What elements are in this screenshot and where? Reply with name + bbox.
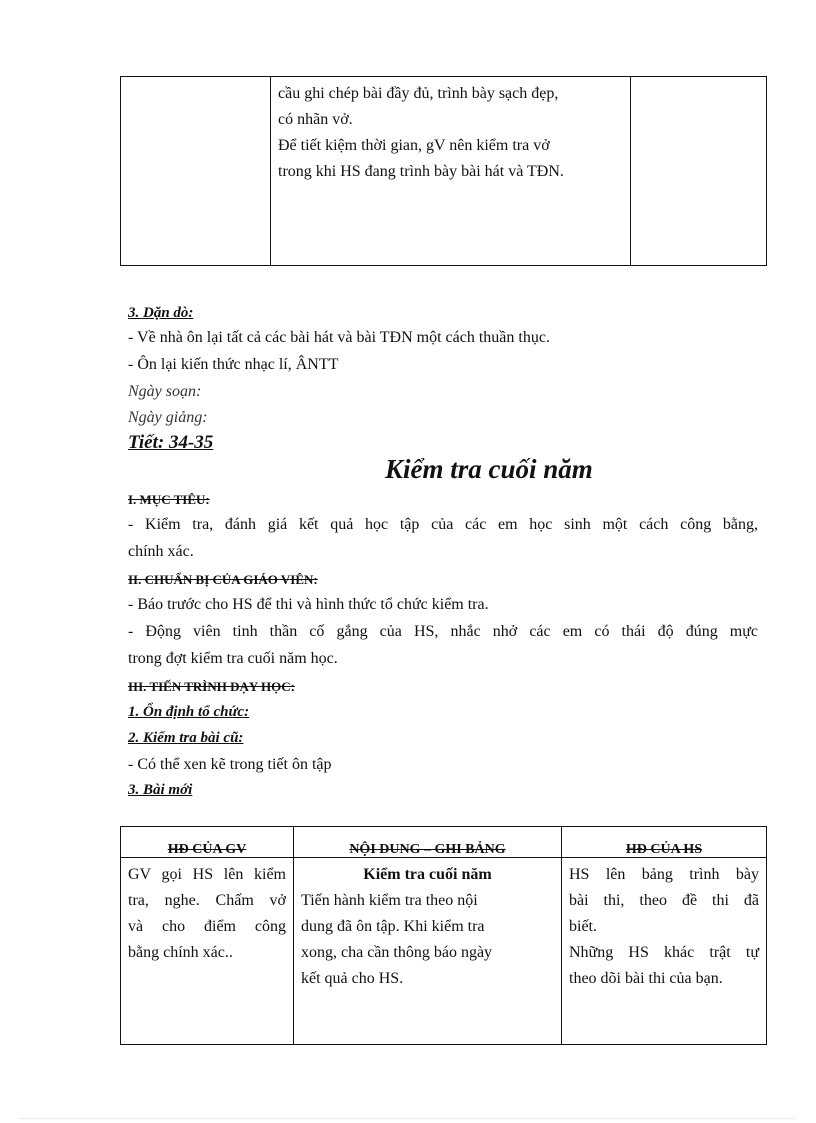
cell-title: Kiểm tra cuối năm	[363, 866, 492, 883]
xen-ke-line: - Có thể xen kẽ trong tiết ôn tập	[128, 756, 332, 773]
page-bottom-divider	[20, 1118, 796, 1119]
text-line: HS lên bảng trình bày	[569, 866, 759, 883]
cell-hs	[562, 858, 767, 1045]
header-gv: HĐ CỦA GV	[121, 827, 294, 858]
text-line: cầu ghi chép bài đầy đủ, trình bày sạch đẹp,	[278, 85, 559, 102]
dan-do-line-2: - Ôn lại kiến thức nhạc lí, ÂNTT	[128, 356, 339, 373]
dan-do-heading: 3. Dặn dò:	[128, 305, 194, 321]
chuan-bi-line-2: - Động viên tinh thần cố gắng của HS, nhắc nhở các em có thái độ đúng mực	[128, 623, 758, 640]
text-line: Để tiết kiệm thời gian, gV nên kiểm tra vở	[278, 137, 550, 154]
header-hs: HĐ CỦA HS	[562, 827, 767, 858]
top-table	[120, 76, 767, 266]
text-line: Những HS khác trật tự	[569, 944, 759, 961]
text-line: dung đã ôn tập. Khi kiểm tra	[301, 918, 485, 935]
dan-do-line-1: - Về nhà ôn lại tất cả các bài hát và bài TĐN một cách thuần thục.	[128, 329, 550, 346]
chuan-bi-line-3: trong đợt kiểm tra cuối năm học.	[128, 650, 338, 667]
muc-tieu-line-2: chính xác.	[128, 543, 194, 560]
text-line: bài thi, theo đề thi đã	[569, 892, 759, 909]
text-line: trong khi HS đang trình bày bài hát và TĐN.	[278, 163, 564, 180]
page-title: Kiểm tra cuối năm	[385, 454, 593, 484]
on-dinh-heading: 1. Ổn định tổ chức:	[128, 704, 250, 720]
kiem-tra-bai-cu-heading: 2. Kiểm tra bài cũ:	[128, 730, 244, 746]
top-table-cell-3	[631, 77, 767, 266]
muc-tieu-heading: I. MỤC TIÊU:	[128, 492, 210, 507]
text-line: bằng chính xác..	[128, 944, 233, 961]
bai-moi-heading: 3. Bài mới	[128, 782, 193, 798]
text-line: biết.	[569, 918, 597, 935]
top-table-cell-1	[121, 77, 271, 266]
text-line: GV gọi HS lên kiểm	[128, 866, 286, 883]
text-line: theo dõi bài thi của bạn.	[569, 970, 723, 987]
chuan-bi-line-1: - Báo trước cho HS để thi và hình thức tổ chức kiểm tra.	[128, 596, 489, 613]
top-table-cell-2	[271, 77, 631, 266]
text-line: xong, cha cần thông báo ngày	[301, 944, 493, 961]
tiet-label: Tiết: 34-35	[128, 432, 214, 453]
header-noi-dung: NỘI DUNG – GHI BẢNG	[294, 827, 562, 858]
cell-noi-dung	[294, 858, 562, 1045]
cell-gv	[121, 858, 294, 1045]
text-line: tra, nghe. Chấm vở	[128, 892, 286, 909]
text-line: và cho điểm công	[128, 918, 286, 935]
chuan-bi-heading: II. CHUẨN BỊ CỦA GIÁO VIÊN:	[128, 572, 318, 587]
text-line: có nhãn vở.	[278, 111, 353, 128]
ngay-soan: Ngày soạn:	[128, 383, 202, 400]
text-line: kết quả cho HS.	[301, 970, 404, 987]
muc-tieu-line-1: - Kiểm tra, đánh giá kết quả học tập của các em học sinh một cách công bằng,	[128, 516, 758, 533]
bottom-table	[120, 826, 767, 1045]
tien-trinh-heading: III. TIẾN TRÌNH DẠY HỌC:	[128, 679, 295, 694]
ngay-giang: Ngày giảng:	[128, 409, 208, 426]
text-line: Tiến hành kiểm tra theo nội	[301, 892, 478, 909]
